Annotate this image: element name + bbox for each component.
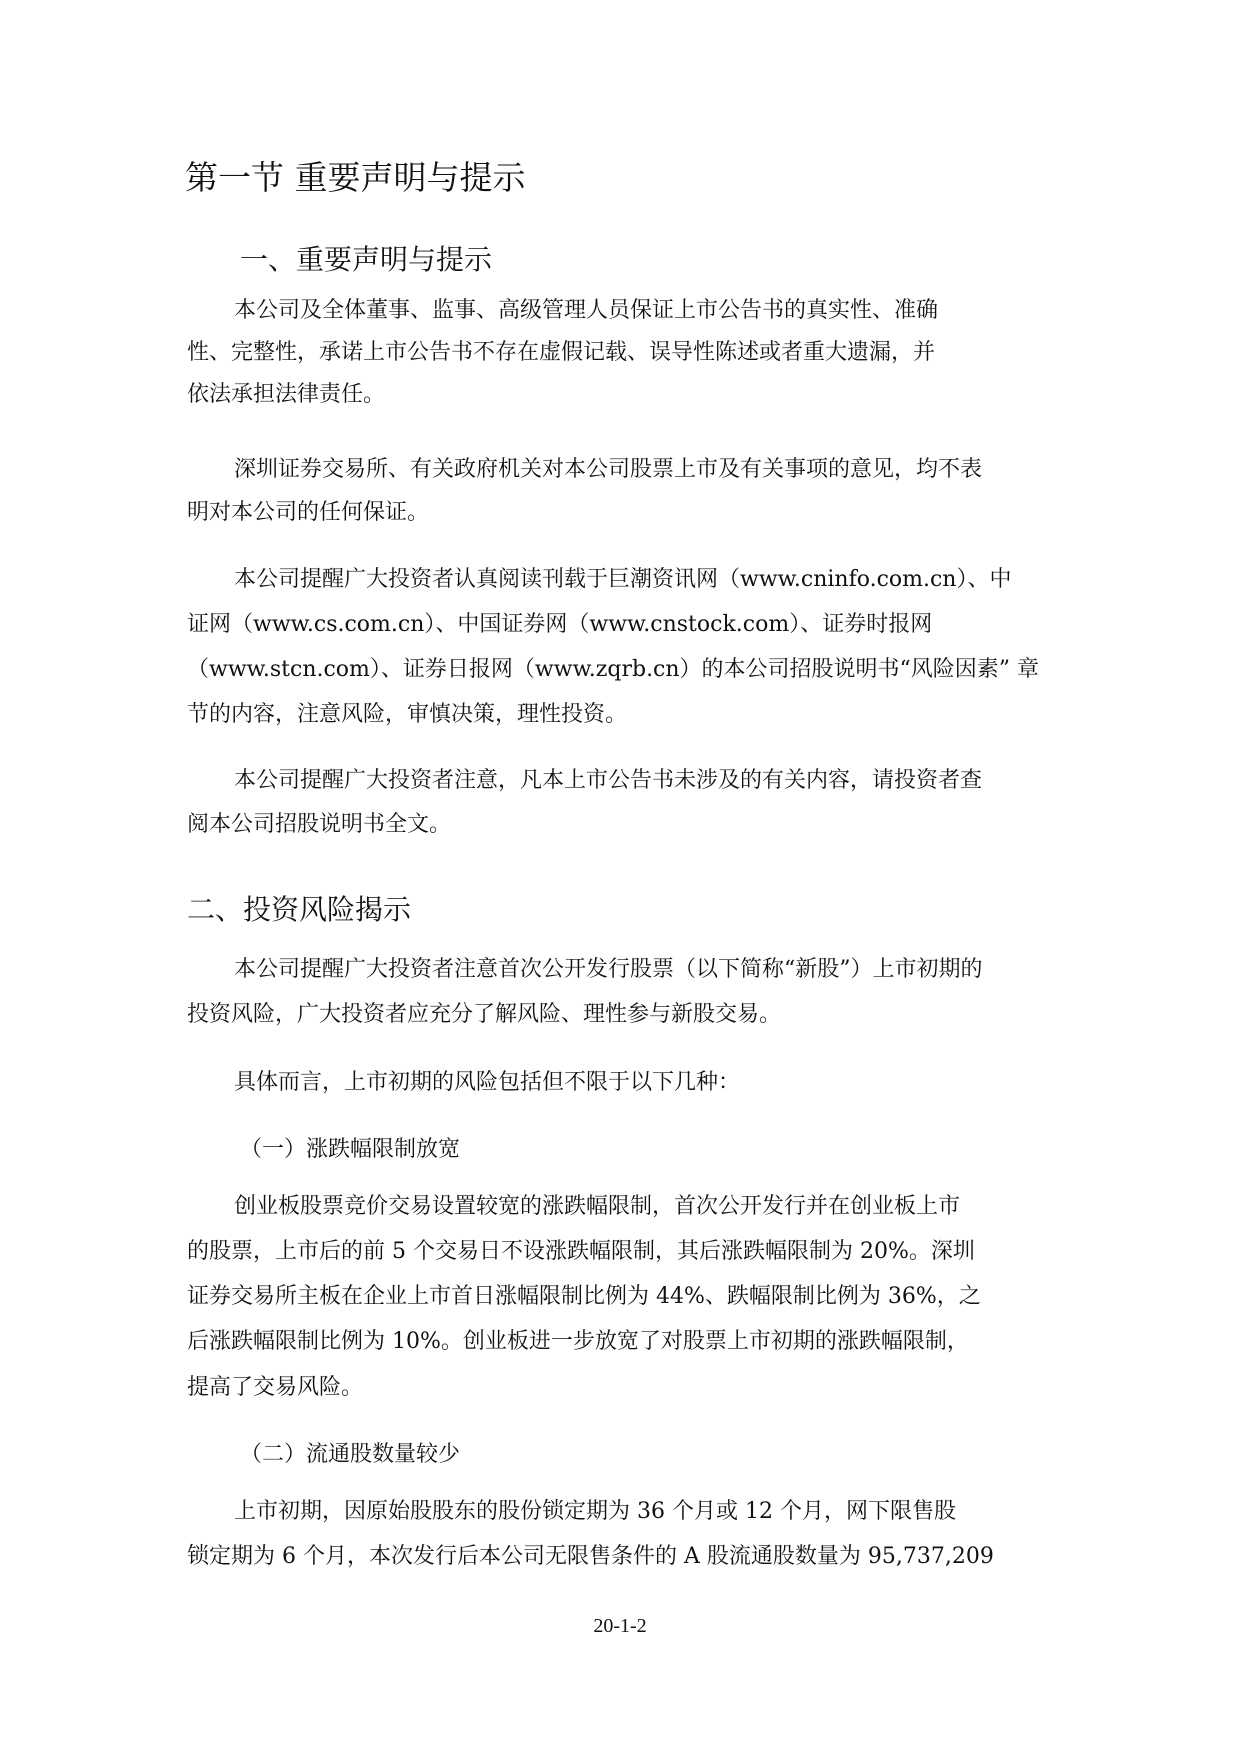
text-line: 深圳证券交易所、有关政府机关对本公司股票上市及有关事项的意见，均不表 [234,457,983,482]
text-line: 本公司提醒广大投资者注意，凡本上市公告书未涉及的有关内容，请投资者查 [234,768,983,793]
item-title-price-limit: （一）涨跌幅限制放宽 [240,1137,461,1162]
text-line: 证网（www.cs.com.cn）、中国证券网（www.cnstock.com）、证券时报网 [187,612,933,637]
text-line: （www.stcn.com）、证券日报网（www.zqrb.cn）的本公司招股说明书“风险因素” 章 [187,657,1040,682]
text-line: 本公司及全体董事、监事、高级管理人员保证上市公告书的真实性、准确 [234,298,939,323]
page-number: 20-1-2 [593,1615,647,1637]
text-line: 证券交易所主板在企业上市首日涨幅限制比例为 44%、跌幅限制比例为 36%，之 [187,1284,981,1309]
text-line: 上市初期，因原始股股东的股份锁定期为 36 个月或 12 个月，网下限售股 [234,1499,956,1524]
text-line: 节的内容，注意风险，审慎决策，理性投资。 [187,702,628,727]
subsection-heading-investment-risk: 二、投资风险揭示 [187,893,412,926]
text-line: 依法承担法律责任。 [187,382,386,407]
text-line: 本公司提醒广大投资者注意首次公开发行股票（以下简称“新股”）上市初期的 [234,957,983,982]
text-line: 性、完整性，承诺上市公告书不存在虚假记载、误导性陈述或者重大遗漏，并 [187,340,936,365]
text-line: 提高了交易风险。 [187,1375,364,1400]
section-title: 第一节 重要声明与提示 [185,158,526,197]
subsection-heading-declaration: 一、重要声明与提示 [240,243,493,276]
text-line: 后涨跌幅限制比例为 10%。创业板进一步放宽了对股票上市初期的涨跌幅限制， [187,1329,969,1354]
text-line: 的股票，上市后的前 5 个交易日不设涨跌幅限制，其后涨跌幅限制为 20%。深圳 [187,1239,975,1264]
item-title-low-float: （二）流通股数量较少 [240,1442,461,1467]
text-line: 明对本公司的任何保证。 [187,500,430,525]
text-line: 创业板股票竞价交易设置较宽的涨跌幅限制，首次公开发行并在创业板上市 [234,1194,961,1219]
text-line: 阅本公司招股说明书全文。 [187,812,452,837]
text-line: 锁定期为 6 个月，本次发行后本公司无限售条件的 A 股流通股数量为 95,737,209 [187,1544,994,1569]
text-line: 本公司提醒广大投资者认真阅读刊载于巨潮资讯网（www.cninfo.com.cn）、中 [234,567,1012,592]
text-line: 具体而言，上市初期的风险包括但不限于以下几种： [234,1070,741,1095]
text-line: 投资风险，广大投资者应充分了解风险、理性参与新股交易。 [187,1002,782,1027]
